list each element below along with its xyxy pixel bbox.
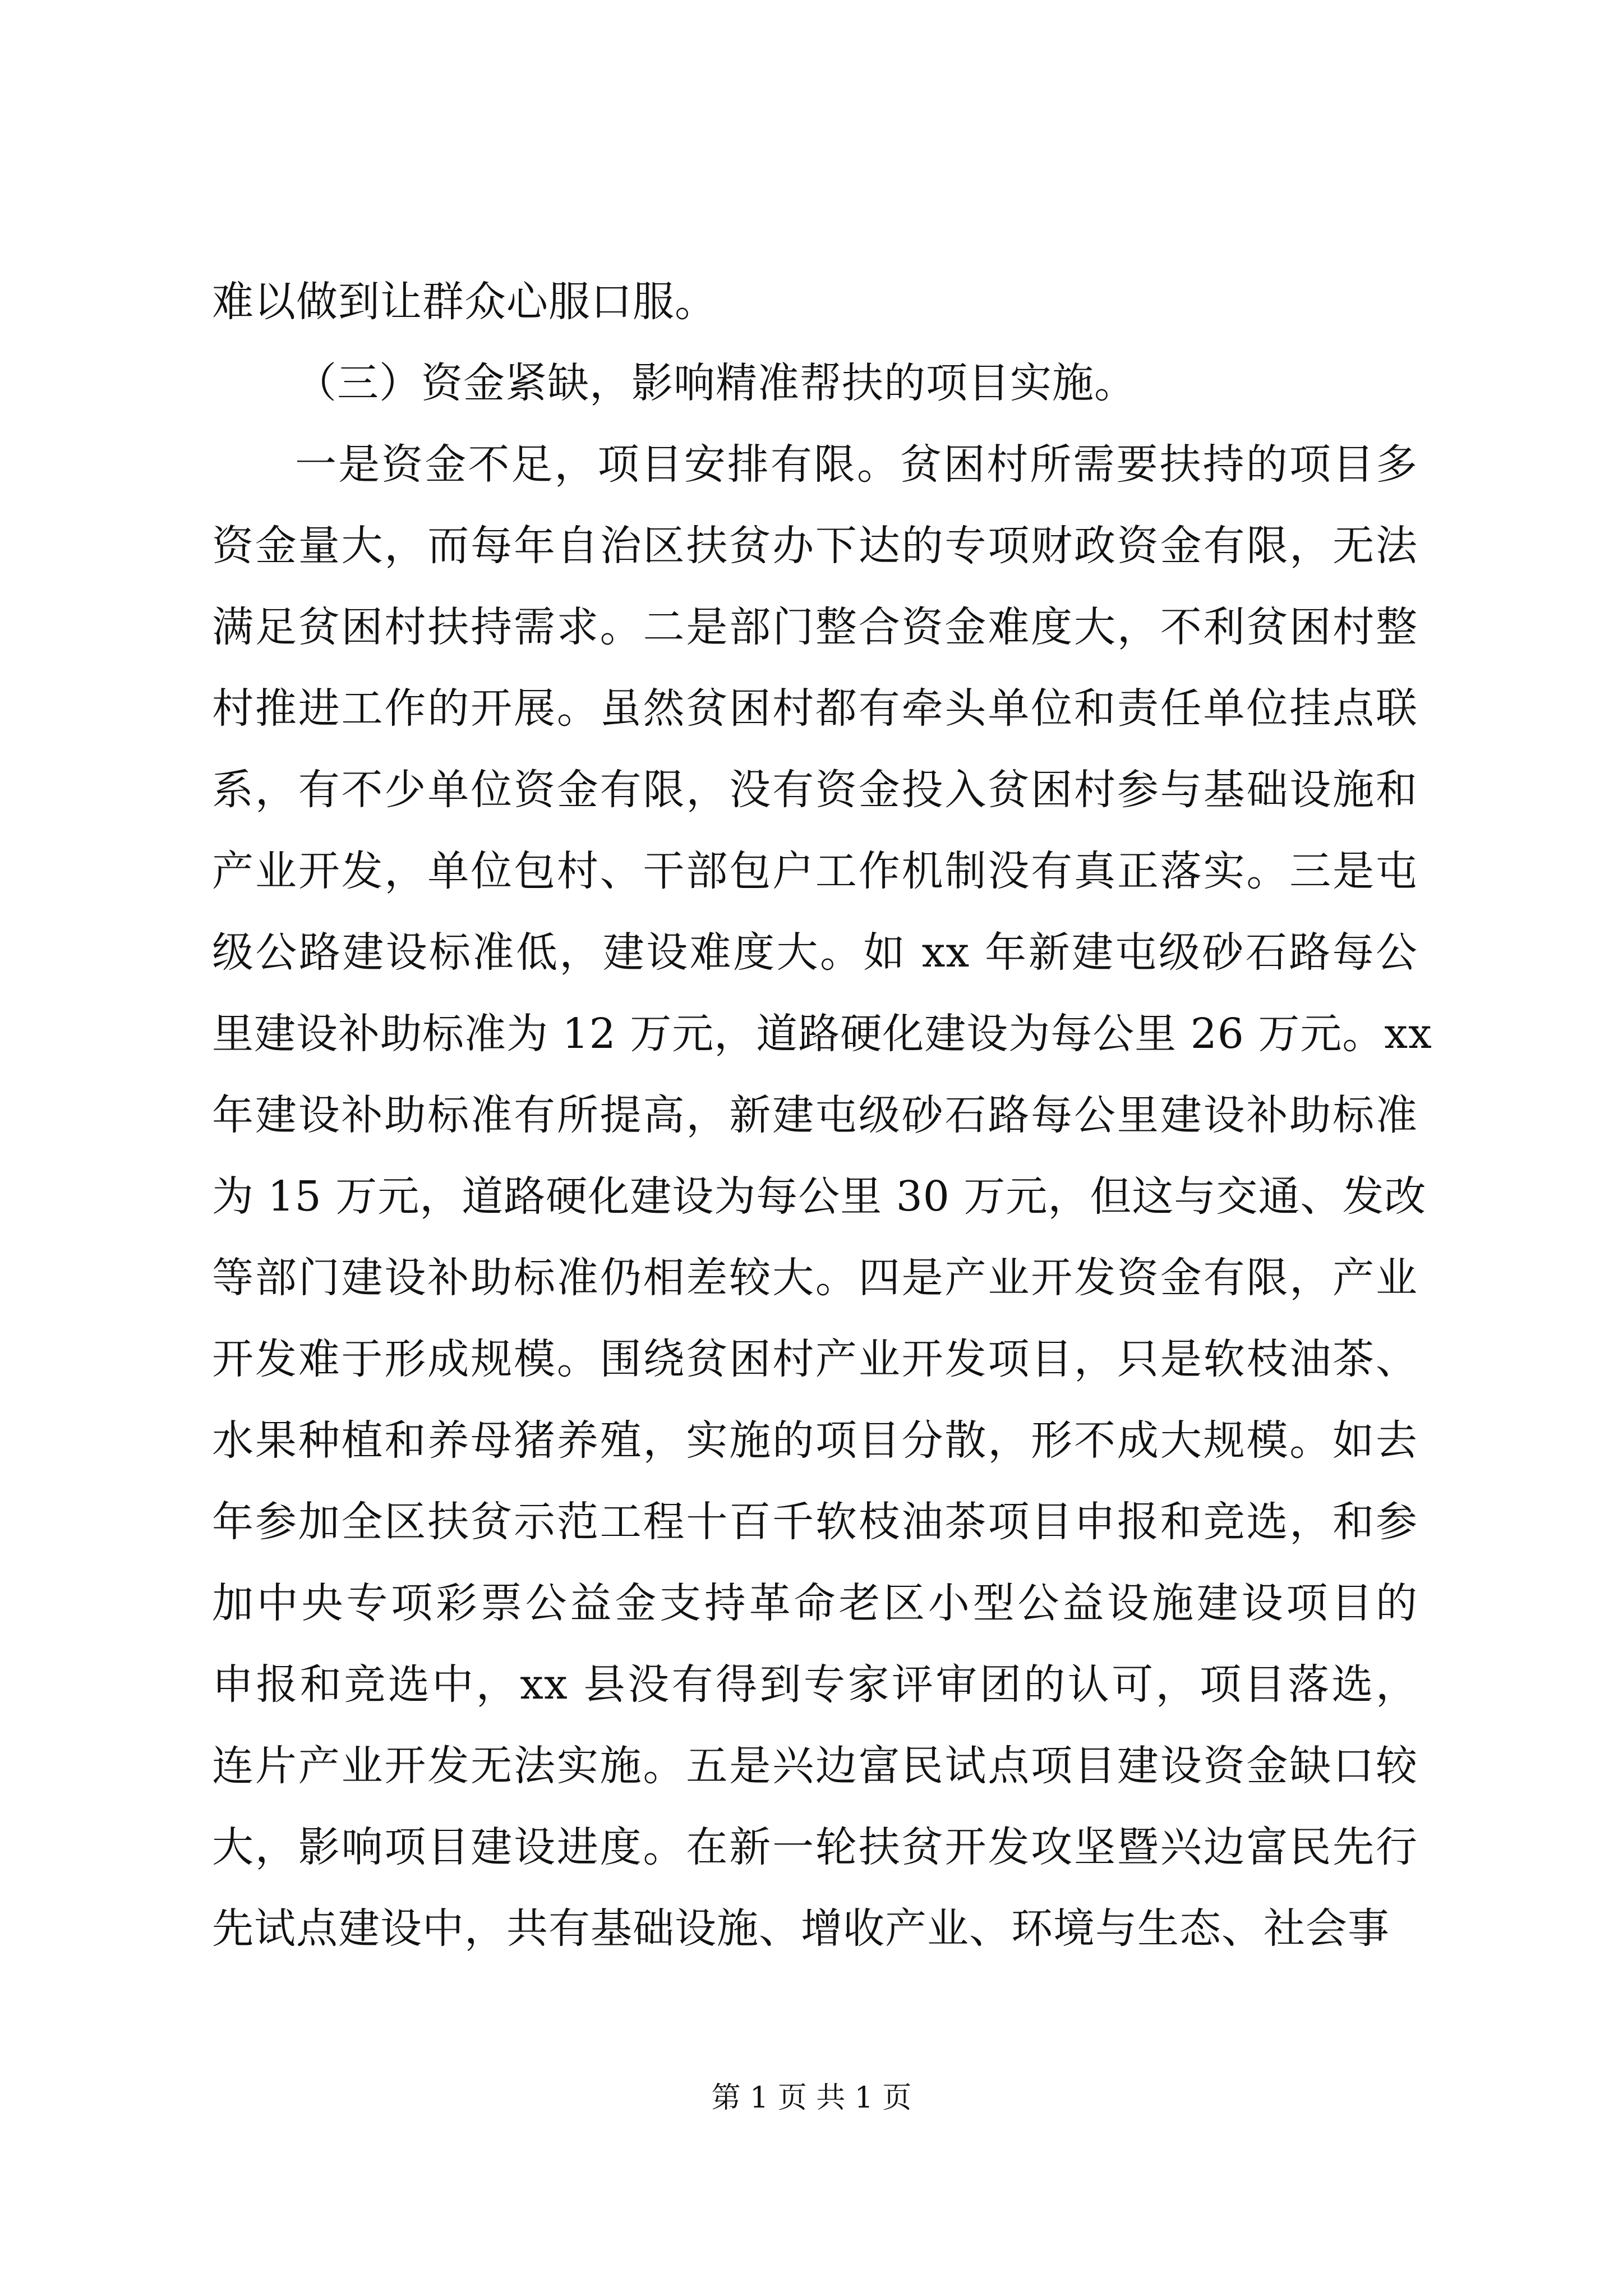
- text-line: 年建设补助标准有所提高，新建屯级砂石路每公里建设补助标准: [212, 1091, 1418, 1139]
- text-line: 等部门建设补助标准仍相差较大。四是产业开发资金有限，产业: [212, 1254, 1418, 1302]
- text-line: 年参加全区扶贫示范工程十百千软枝油茶项目申报和竞选，和参: [212, 1498, 1418, 1546]
- paragraph: [212, 261, 1418, 343]
- paragraph: [212, 424, 1432, 1970]
- text-line: （三）资金紧缺，影响精准帮扶的项目实施。: [295, 359, 1136, 407]
- text-line: 连片产业开发无法实施。五是兴边富民试点项目建设资金缺口较: [212, 1742, 1418, 1790]
- text-line: 满足贫困村扶持需求。二是部门整合资金难度大，不利贫困村整: [212, 603, 1418, 651]
- text-line: 一是资金不足，项目安排有限。贫困村所需要扶持的项目多: [295, 440, 1418, 489]
- text-line: 申报和竞选中，xx 县没有得到专家评审团的认可，项目落选，: [212, 1660, 1418, 1709]
- text-line: 为 15 万元，道路硬化建设为每公里 30 万元，但这与交通、发改: [212, 1172, 1427, 1221]
- text-line: 大，影响项目建设进度。在新一轮扶贫开发攻坚暨兴边富民先行: [212, 1823, 1418, 1871]
- text-line: 产业开发，单位包村、干部包户工作机制没有真正落实。三是屯: [212, 847, 1418, 895]
- text-line: 先试点建设中，共有基础设施、增收产业、环境与生态、社会事: [212, 1904, 1390, 1953]
- text-line: 开发难于形成规模。围绕贫困村产业开发项目，只是软枝油茶、: [212, 1335, 1418, 1383]
- paragraph: [212, 343, 1418, 424]
- document-body: [212, 261, 1432, 1970]
- text-line: 级公路建设标准低，建设难度大。如 xx 年新建屯级砂石路每公: [212, 928, 1418, 977]
- text-line: 难以做到让群众心服口服。: [212, 278, 717, 326]
- text-line: 系，有不少单位资金有限，没有资金投入贫困村参与基础设施和: [212, 766, 1418, 814]
- page-footer: 第 1 页 共 1 页: [711, 2081, 912, 2115]
- text-line: 里建设补助标准为 12 万元，道路硬化建设为每公里 26 万元。xx: [212, 1010, 1432, 1058]
- text-line: 村推进工作的开展。虽然贫困村都有牵头单位和责任单位挂点联: [212, 684, 1418, 733]
- text-line: 资金量大，而每年自治区扶贫办下达的专项财政资金有限，无法: [212, 522, 1418, 570]
- text-line: 水果种植和养母猪养殖，实施的项目分散，形不成大规模。如去: [212, 1416, 1418, 1465]
- text-line: 加中央专项彩票公益金支持革命老区小型公益设施建设项目的: [212, 1579, 1418, 1627]
